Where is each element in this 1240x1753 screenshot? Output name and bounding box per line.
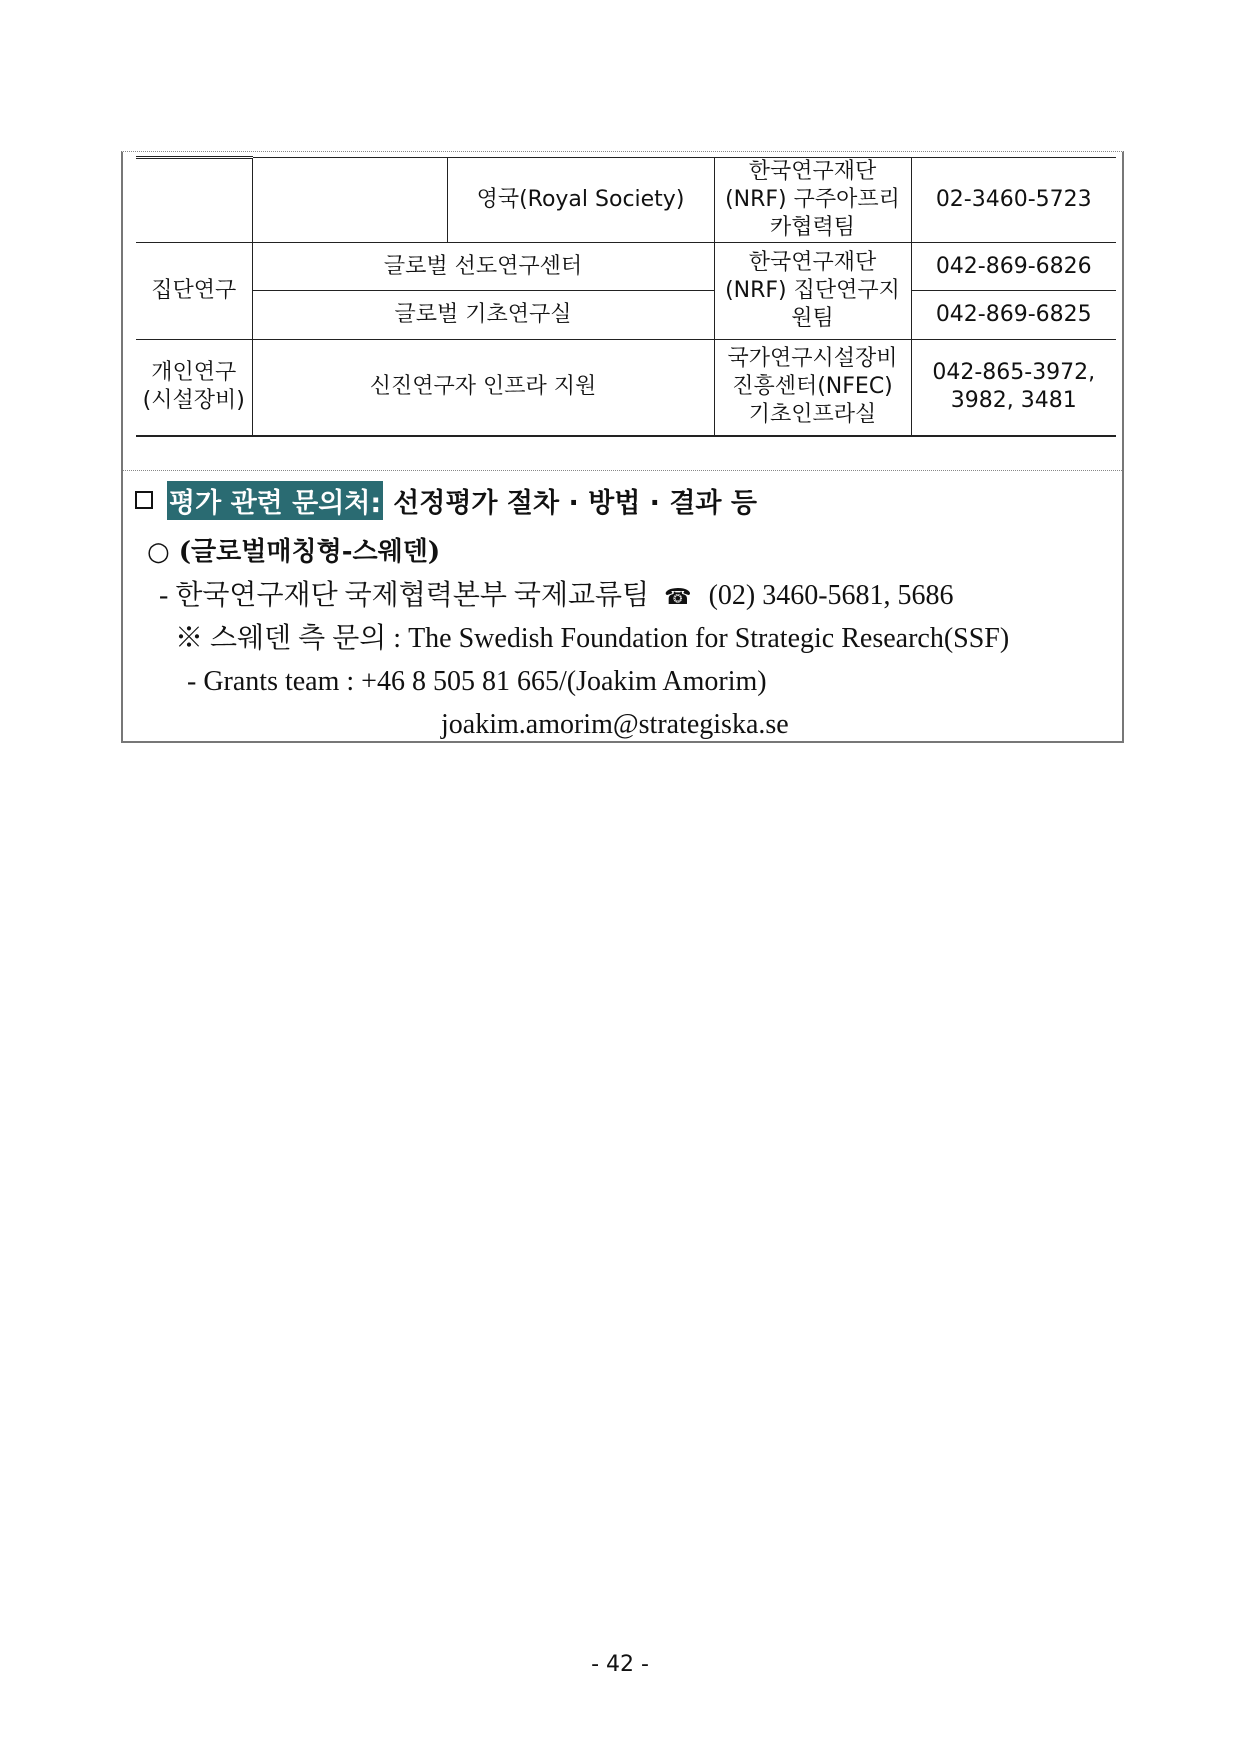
table-cell-group: 개인연구 (시설장비) — [136, 340, 252, 436]
table-row — [136, 243, 1116, 291]
email-line: joakim.amorim@strategiska.se — [441, 709, 789, 740]
nrf-contact-line — [135, 574, 1115, 617]
grants-line: - Grants team : +46 8 505 81 665/(Joakim Amorim) — [187, 666, 767, 697]
evaluation-contact-section — [135, 476, 1115, 746]
nrf-phone-text: (02) 3460-5681, 5686 — [708, 580, 954, 611]
table-cell-program: 글로벌 선도연구센터 — [252, 243, 714, 291]
heading-highlight: 평가 관련 문의처: — [167, 481, 383, 520]
contact-table-wrapper — [136, 156, 1116, 437]
note-line: ※ 스웨덴 측 문의 : The Swedish Foundation for Strategic Research(SSF) — [175, 623, 1010, 654]
table-cell-country: 영국(Royal Society) — [447, 158, 714, 243]
table-cell-phone: 02-3460-5723 — [911, 158, 1116, 243]
table-row — [136, 291, 1116, 340]
sub-item-sweden: ○ (글로벌매칭형-스웨덴) — [147, 537, 441, 567]
contact-table — [136, 156, 1116, 437]
table-cell-group: 집단연구 — [136, 243, 252, 340]
page-number: - 42 - — [591, 1652, 649, 1677]
checkbox-square-icon — [135, 491, 153, 509]
table-cell-empty — [252, 158, 447, 243]
table-cell-phone: 042-865-3972, 3982, 3481 — [911, 340, 1116, 436]
nrf-team-text: - 한국연구재단 국제협력본부 국제교류팀 — [159, 580, 650, 611]
heading-text: 선정평가 절차 · 방법 · 결과 등 — [393, 487, 757, 519]
table-cell-organization: 한국연구재단(NRF) 구주아프리카협력팀 — [714, 158, 911, 243]
table-row — [136, 340, 1116, 436]
table-cell-phone: 042-869-6826 — [911, 243, 1116, 291]
table-cell-program: 신진연구자 인프라 지원 — [252, 340, 714, 436]
document-frame — [121, 151, 1124, 743]
table-cell-organization: 한국연구재단(NRF) 집단연구지원팀 — [714, 243, 911, 340]
table-cell-phone: 042-869-6825 — [911, 291, 1116, 340]
table-cell-empty — [136, 158, 252, 243]
table-row — [136, 158, 1116, 243]
section-heading — [135, 476, 1115, 524]
table-cell-program: 글로벌 기초연구실 — [252, 291, 714, 340]
section-divider — [123, 470, 1122, 471]
telephone-icon: ☎ — [664, 584, 692, 609]
table-cell-organization: 국가연구시설장비 진흥센터(NFEC) 기초인프라실 — [714, 340, 911, 436]
